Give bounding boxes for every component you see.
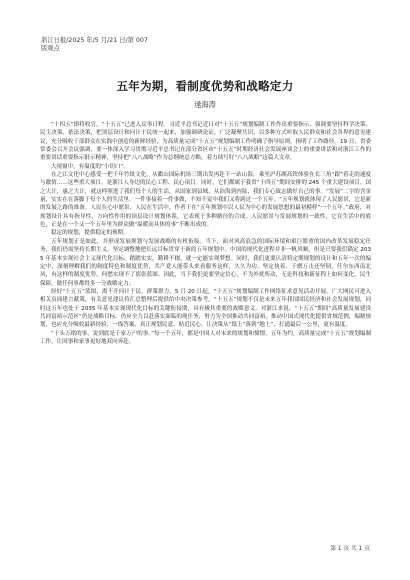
paragraph: 经好“十五五”蓝图，离不开问计于民、群策群力，5 月 20 日起，“十五五”规划编制工作网络征求意见活动开展，广大网民可进入相关页面建言献策，有关意见建议将汇总整理后提供给中央决策参考。“十五五”规划不仅是未来五年我国国民经济和社会发展规划，同时这五年也处于 2035 年基本实现现代化目标的关键衔接期，具有极其重要的战略意义。对浙江来说，“十五五”期间“高质量发展建设共同富裕示范区”仍是战略目标，仍应全力以赴落实面临的现任务，努力为全国推动共同富裕，推动中国式现代化提供省域范例，编制规划，也应充分吸收最新经验、一线答案，真正规划民意、贴近民心，让决策从“纸上”落到“地上”，打通最后一公里，更有温度。 — [40, 288, 371, 329]
source-line: 浙江日报/2025 年/5 月/21 日/第 007 — [41, 37, 148, 44]
paragraph: 稳定的规划，提供稳定的预期。 — [51, 230, 129, 237]
paragraph: 五年规划正是如此，并形成发展规划与发展战略的有机衔接。当下，面对风高浪急的国际环境和艰巨繁重的国内改革发展稳定任务，我们仍需坚持长期主义，坚定调整地把长远目标贯穿于新的五年规划中。中国的现代化进程并非一帆风顺，但是只要我们锚定 2035 年基本实现社会主义现代化目标，踏踏实实，勤耕不辍，就一定能实现梦想。同时，我们更要认清特定期规划的设计和五年一次的编定中，深刻理解我们的制度特色和制度优势，共产党人能带头来看服务这样，久久为功、坚定执着、千磨万击还坚韧，任尔东西南北风，有这样的制度优势，何愁实现不了那张蓝图。因此，当下我们更要坚定信心，不为外扰所动，无论科技和新征程上如何变化，民生保障，做任何事都得多一分战略定力。 — [40, 238, 371, 287]
page-number: 第 1 页 共 1 页 — [330, 546, 370, 552]
paragraph: 在之江文化中心感受一把千年竹纸文化，从衢山国际机场三期出发再赴下一站山海，乘坐沪苏湖高铁体验在长三角“跟”着走的速度与激情……这些重大项目，是浙江人身边的民心工程、民心项目。同时，它们都属于我省“十四五”期间安排的 245 个重大建设项目。国之大计，惠之大计，就这样照进了我们每个人的生活，从国家到县域，从治海到内陆，我们专心致志做好自己的事。“发展”二字的含金量，实实在在落脚于每个人的生活里。一件事接着一件事做，不知不觉中我们又将跨过一个五年。“五年规划就体现了人民愿景，它是新的发展之路的准备。人民在心中愿景，人民在生活中，作者于在“五年规划中以人民为中心的发展思想的最初模样”一个五年。”政府，对规划设计具有指导性、方向性作用的顶层设计规划体系，它表现于多种路径的合成、人民愿景与发展规划的一致性，它在生活中的底色，正是在一个又一个五年里为群众做“温暖而具体的事”不断出成的。 — [40, 172, 371, 229]
paragraph: “千头万绪的事，说到底是千家万户的事。”每一个五年，都是中国人对未来的规划和憧憬，五年为约，高质量完成“十五五”规划编制工作，让国事和家事更好地双向奔赴。 — [40, 330, 371, 345]
article-body — [40, 121, 371, 346]
paragraph: “十四五”即将收官，“十五五”已进入议事日程。习近平总书记近日对“十五五”规划编制工作作出重要指示，强调要坚持科学决策、民主决策、依法决策，把顶层设计和问计于民统一起来，加强调研论证，广泛凝聚共识，以多种方式听取人民群众和社会各界的意见建议，充分吸收干部群众在实践中创造的新鲜经验，为高质量完成“十五五”规划编制工作明确了指导原则，指明了工作路径。19 日，省委常委会召开会议强调，要一体深入学习贯彻习近平总书记在部分省区市“十五五”时期经济社会发展座谈会上的重要讲话和对浙江工作的重要讲话重要指示批示精神，坚持把“八八战略”作为总纲统总方略，着力续写好“八八战略”这篇大文章。 — [40, 122, 371, 162]
article-author: 逯海涛 — [194, 100, 216, 109]
section-line: 版观点 — [41, 45, 60, 53]
article-title: 五年为期，看制度优势和战略定力 — [116, 79, 294, 93]
newspaper-header — [41, 37, 148, 54]
paragraph: 大视窗中，有温度的“小切口”。 — [51, 163, 129, 170]
